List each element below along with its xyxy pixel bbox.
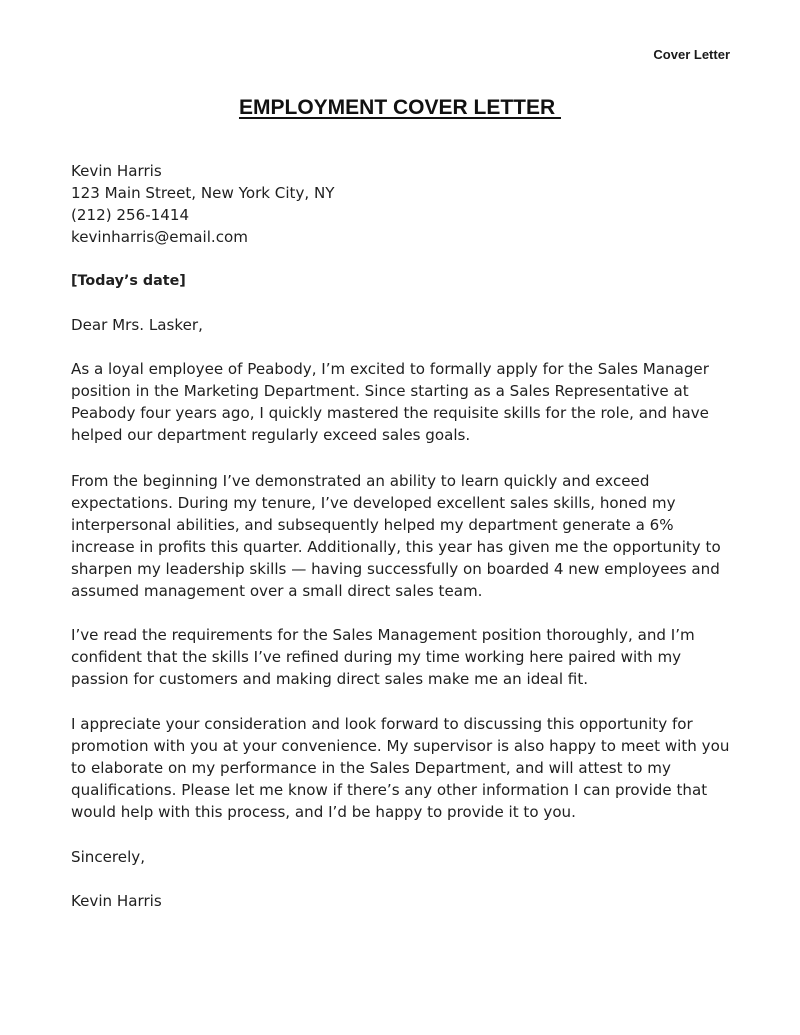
sender-phone: (212) 256-1414 [71, 206, 190, 224]
paragraph-intro: As a loyal employee of Peabody, I’m excited to formally apply for the Sales Manager position in the Marketing Department. Since starting as a Sales Representative at Peabody four years ago, I quickly mastered the requisite skills for the role, and have helped our department regularly exceed sales goals. [71, 360, 709, 444]
header-label: Cover Letter [653, 47, 730, 62]
closing-line: Sincerely, [71, 848, 146, 866]
salutation: Dear Mrs. Lasker, [71, 316, 203, 334]
paragraph-experience: From the beginning I’ve demonstrated an ability to learn quickly and exceed expectations. During my tenure, I’ve developed excellent sales skills, honed my interpersonal abilities, and subsequently helped my department generate a 6% increase in profits this quarter. Additionally, this year has given me the opportunity to sharpen my leadership skills — having successfully on boarded 4 new employees and assumed management over a small direct sales team. [71, 472, 721, 600]
sender-block [71, 160, 741, 248]
sender-address: 123 Main Street, New York City, NY [71, 184, 335, 202]
signature-name: Kevin Harris [71, 892, 162, 910]
document-title: EMPLOYMENT COVER LETTER [238, 96, 561, 119]
paragraph-closing: I appreciate your consideration and look forward to discussing this opportunity for promotion with you at your convenience. My supervisor is also happy to meet with you to elaborate on my performance in the Sales Department, and will attest to my qualifications. Please let me know if there’s any other information I can provide that would help with this process, and I’d be happy to provide it to you. [71, 715, 730, 821]
paragraph-fit: I’ve read the requirements for the Sales Management position thoroughly, and I’m confident that the skills I’ve refined during my time working here paired with my passion for customers and making direct sales make me an ideal fit. [71, 626, 695, 688]
sender-email: kevinharris@email.com [71, 228, 248, 246]
date-placeholder: [Today’s date] [71, 273, 186, 289]
sender-name: Kevin Harris [71, 162, 162, 180]
